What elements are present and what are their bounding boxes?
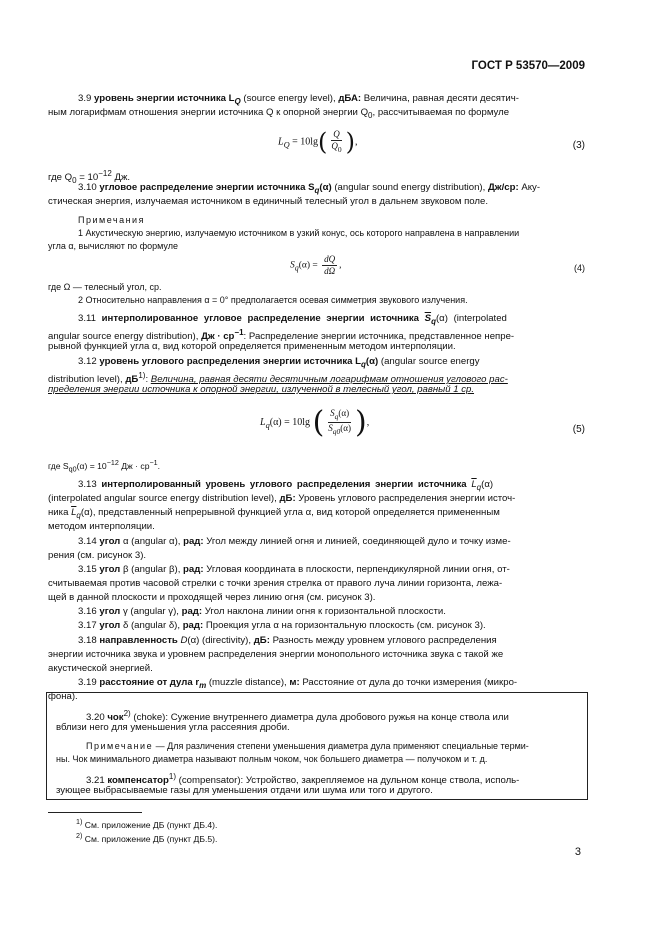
clause-3-13-line4: методом интерполяции. bbox=[48, 521, 155, 532]
clause-3-18: 3.18 направленность D(α) (directivity), дБ: Разность между уровнем углового распределения bbox=[78, 635, 497, 646]
clause-3-11-line2: angular source energy distribution), Дж · $ср^{-1}$: Распределение энергии источника, представленное непре- bbox=[48, 328, 515, 343]
clause-3-9-line2: ным логарифмам отношения энергии источника Q к опорной энергии $Q_0$, рассчитываемая по формуле bbox=[48, 107, 510, 120]
where-5: где $S_{q0}(\alpha) = 10^{-12}$ Дж · $ср^{-1}$. bbox=[48, 459, 161, 474]
equation-number-5: (5) bbox=[572, 424, 585, 435]
clause-3-11: 3.11 интерполированное угловое распределение энергии источника $\overline{S}_q(\alpha)$ (interpolated bbox=[78, 313, 507, 326]
box-note: Примечание — Для различения степени уменьшения диаметра дула применяют специальные терми- bbox=[86, 741, 529, 751]
where-3: где $Q_0 = 10^{-12}$ Дж. bbox=[48, 169, 131, 186]
clause-3-10-line2: стическая энергия, излучаемая источником в единичный телесный угол в дальнем звуковом поле. bbox=[48, 196, 489, 207]
note-2: 2 Относительно направления α = 0° предполагается осевая симметрия звукового излучения. bbox=[78, 295, 468, 305]
clause-3-15-line3: щей в данной плоскости и проходящей через линию огня (см. рисунок 3). bbox=[48, 592, 376, 603]
clause-3-12: 3.12 уровень углового распределения энергии источника $L_q(\alpha)$ (angular source energy bbox=[78, 356, 480, 369]
clause-3-15: 3.15 угол β (angular β), рад: Угловая координата в плоскости, перпендикулярной линии огня, от- bbox=[78, 564, 510, 575]
clause-3-13-line2: (interpolated angular source energy distribution level), дБ: Уровень углового распределения энергии источ- bbox=[48, 493, 516, 504]
clause-3-11-line3: рывной функцией угла α, вид которой определяется примененным методом интерполяции. bbox=[48, 341, 456, 352]
clause-3-14: 3.14 угол α (angular α), рад: Угол между линией огня и линией, соединяющей дуло и точку изме- bbox=[78, 536, 511, 547]
clause-3-19: 3.19 расстояние от дула $r_m$ (muzzle distance), м: Расстояние от дула до точки измерения (микро- bbox=[78, 677, 518, 690]
clause-3-10: 3.10 угловое распределение энергии источника $S_q(\alpha)$ (angular sound energy distribution), Дж/ср: Аку- bbox=[78, 182, 541, 195]
term-3-9: уровень энергии источника $L_Q$ bbox=[94, 93, 241, 106]
note-1-line2: угла α, вычисляют по формуле bbox=[48, 241, 178, 251]
formula-4: $S_q(\alpha)$ = $\frac{dQ}{d\Omega}$ , bbox=[290, 254, 342, 276]
equation-number-3: (3) bbox=[572, 140, 585, 151]
notes-title: Примечания bbox=[78, 215, 145, 225]
standard-header: ГОСТ Р 53570—2009 bbox=[471, 60, 585, 72]
box-note-line2: ны. Чок минимального диаметра называют полным чоком, чок большего диаметра — получоком и т. д. bbox=[56, 754, 488, 764]
clause-3-20: 3.20 чок$^{2)}$ (choke): Сужение внутреннего диаметра дула дробового ружья на конце ствола или bbox=[86, 709, 509, 724]
footnote-divider bbox=[48, 812, 142, 813]
where-4: где Ω — телесный угол, ср. bbox=[48, 282, 162, 292]
formula-3: $L_Q = 10\lg$( $\frac{Q}{Q_0}$ ), bbox=[278, 128, 358, 156]
footnote-1: $^{1)}$ См. приложение ДБ (пункт ДБ.4). bbox=[76, 818, 218, 830]
clause-3-16: 3.16 угол γ (angular γ), рад: Угол наклона линии огня к горизонтальной плоскости. bbox=[78, 606, 446, 617]
footnote-2: $^{2)}$ См. приложение ДБ (пункт ДБ.5). bbox=[76, 832, 218, 844]
equation-number-4: (4) bbox=[574, 263, 585, 273]
clause-3-18-line2: энергии источника звука и уровнем распределения энергии монопольного источника звука с такой же bbox=[48, 649, 504, 660]
clause-3-12-line3: пределения энергии источника к опорной энергии, излученной в телесный угол, равный 1 ср. bbox=[48, 384, 475, 395]
clause-3-15-line2: считываемая против часовой стрелки с точки зрения стрелка от правого луча линии горизонта, лежа- bbox=[48, 578, 503, 589]
clause-3-13: 3.13 интерполированный уровень углового распределения энергии источника $\overline{L}_q(\alpha)$ bbox=[78, 479, 494, 492]
clause-3-20-line2: вблизи него для уменьшения угла рассеяния дроби. bbox=[56, 722, 290, 733]
clause-3-21-line2: зующее выбрасываемые газы для уменьшения отдачи или шума или того и другого. bbox=[56, 785, 433, 796]
page-number: 3 bbox=[574, 846, 581, 858]
formula-5: $L_q(\alpha) = 10\lg$ ( $\frac{S_q(\alpha)}{S_{q0}(\alpha)}$ ), bbox=[260, 405, 370, 440]
clause-3-9: 3.9 уровень энергии источника $L_Q$ (source energy level), дБА: Величина, равная десяти десятич- bbox=[78, 93, 519, 106]
clause-3-14-line2: рения (см. рисунок 3). bbox=[48, 550, 147, 561]
clause-3-18-line3: акустической энергией. bbox=[48, 663, 153, 674]
clause-3-21: 3.21 компенсатор$^{1)}$ (compensator): Устройство, закрепляемое на дульном конце ствола, исполь- bbox=[86, 772, 520, 787]
clause-3-12-line2: distribution level), $дБ^{1)}$: Величина, равная десяти десятичным логарифмам отношения углового рас- bbox=[48, 371, 508, 386]
note-1-line1: 1 Акустическую энергию, излучаемую источником в узкий конус, ось которого направлена в направлении bbox=[78, 228, 520, 238]
clause-3-13-line3: ника $\overline{L}_q(\alpha)$, представленный непрерывной функцией угла α, вид которой определяется примененным bbox=[48, 507, 500, 520]
clause-3-19-line2: фона). bbox=[48, 691, 78, 702]
clause-3-17: 3.17 угол δ (angular δ), рад: Проекция угла α на горизонтальную плоскость (см. рисунок 3). bbox=[78, 620, 486, 631]
